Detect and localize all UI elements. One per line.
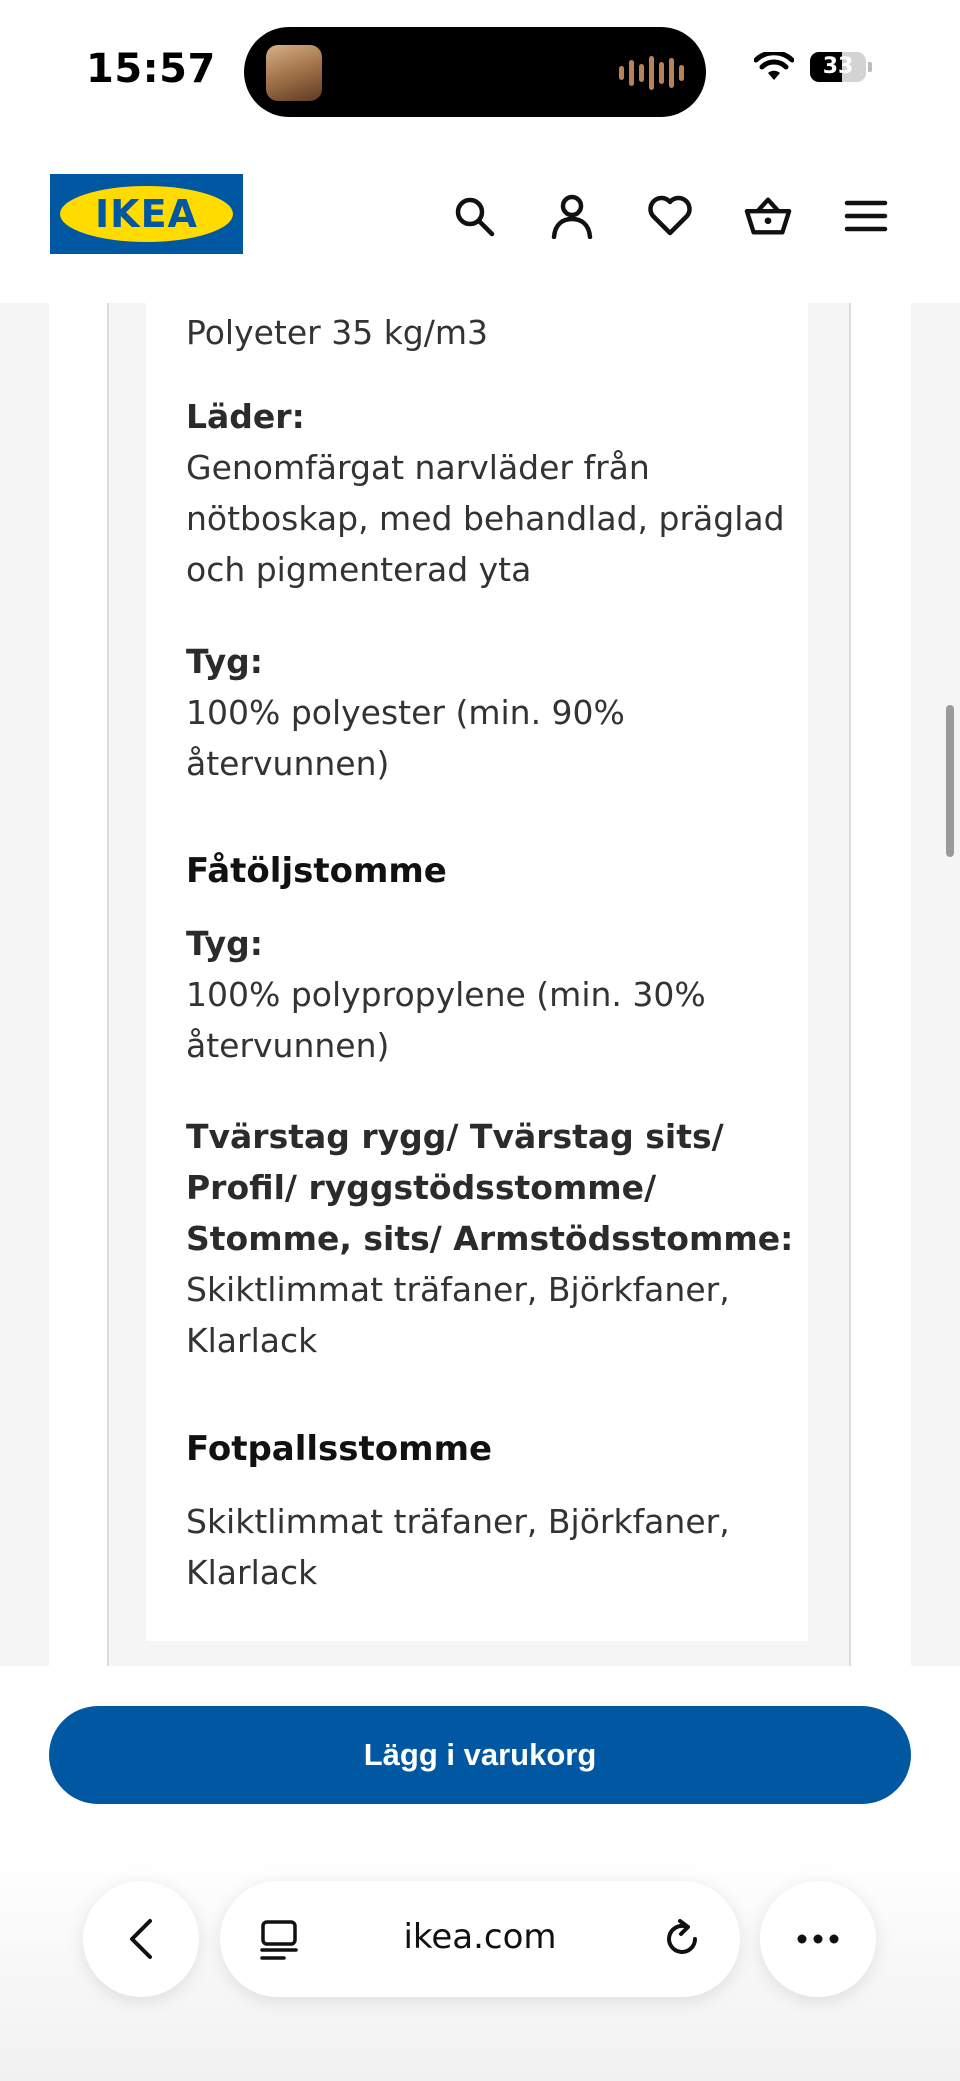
chair-fabric-label: Tyg: bbox=[186, 924, 263, 963]
reload-icon[interactable] bbox=[660, 1917, 704, 1961]
fabric-label: Tyg: bbox=[186, 642, 263, 681]
back-icon bbox=[126, 1917, 156, 1961]
more-icon bbox=[796, 1933, 840, 1945]
back-button[interactable] bbox=[83, 1881, 199, 1997]
logo-text: IKEA bbox=[95, 192, 198, 236]
battery-tip bbox=[868, 62, 872, 72]
header-actions bbox=[450, 192, 890, 240]
chair-fabric-line: återvunnen) bbox=[186, 1026, 390, 1065]
foam-value: Polyeter 35 kg/m3 bbox=[186, 313, 489, 352]
materials-card bbox=[146, 303, 808, 1641]
account-icon[interactable] bbox=[548, 192, 596, 240]
battery-level: 33 bbox=[822, 54, 854, 79]
search-icon[interactable] bbox=[450, 192, 498, 240]
footstool-line: Skiktlimmat träfaner, Björkfaner, bbox=[186, 1502, 730, 1541]
footstool-line: Klarlack bbox=[186, 1553, 318, 1592]
leather-line: nötboskap, med behandlad, präglad bbox=[186, 499, 785, 538]
product-details-area[interactable] bbox=[0, 303, 960, 1666]
materials-section bbox=[107, 303, 851, 1666]
url-text: ikea.com bbox=[403, 1917, 557, 1957]
basket-icon[interactable] bbox=[744, 192, 792, 240]
fabric-line: återvunnen) bbox=[186, 744, 390, 783]
leather-label: Läder: bbox=[186, 397, 305, 436]
site-header bbox=[0, 140, 960, 303]
logo-oval bbox=[60, 186, 233, 242]
details-panel bbox=[49, 303, 911, 1666]
wifi-icon bbox=[754, 52, 794, 82]
chair-parts-label: Profil/ ryggstödsstomme/ bbox=[186, 1168, 657, 1207]
chair-fabric-line: 100% polypropylene (min. 30% bbox=[186, 975, 706, 1014]
chair-parts-label: Tvärstag rygg/ Tvärstag sits/ bbox=[186, 1117, 724, 1156]
footstool-frame-heading: Fotpallsstomme bbox=[186, 1429, 493, 1469]
now-playing-artwork bbox=[266, 45, 322, 101]
address-bar[interactable] bbox=[220, 1881, 740, 1997]
chair-parts-line: Klarlack bbox=[186, 1321, 318, 1360]
status-bar bbox=[0, 0, 960, 140]
leather-line: Genomfärgat narvläder från bbox=[186, 448, 650, 487]
chair-parts-line: Skiktlimmat träfaner, Björkfaner, bbox=[186, 1270, 730, 1309]
more-button[interactable] bbox=[760, 1881, 876, 1997]
menu-icon[interactable] bbox=[842, 192, 890, 240]
add-to-cart-button[interactable]: Lägg i varukorg bbox=[49, 1706, 911, 1804]
heart-icon[interactable] bbox=[646, 192, 694, 240]
ikea-logo[interactable] bbox=[50, 174, 243, 254]
battery-icon bbox=[810, 52, 866, 82]
audio-wave-icon bbox=[619, 55, 684, 91]
chair-frame-heading: Fåtöljstomme bbox=[186, 851, 447, 891]
scrollbar-thumb[interactable] bbox=[946, 705, 954, 857]
fabric-line: 100% polyester (min. 90% bbox=[186, 693, 625, 732]
chair-parts-label: Stomme, sits/ Armstödsstomme: bbox=[186, 1219, 794, 1258]
leather-line: och pigmenterad yta bbox=[186, 550, 532, 589]
dynamic-island[interactable] bbox=[244, 27, 706, 117]
status-time: 15:57 bbox=[86, 46, 216, 92]
browser-toolbar bbox=[0, 1850, 960, 2081]
status-indicators bbox=[754, 52, 872, 82]
